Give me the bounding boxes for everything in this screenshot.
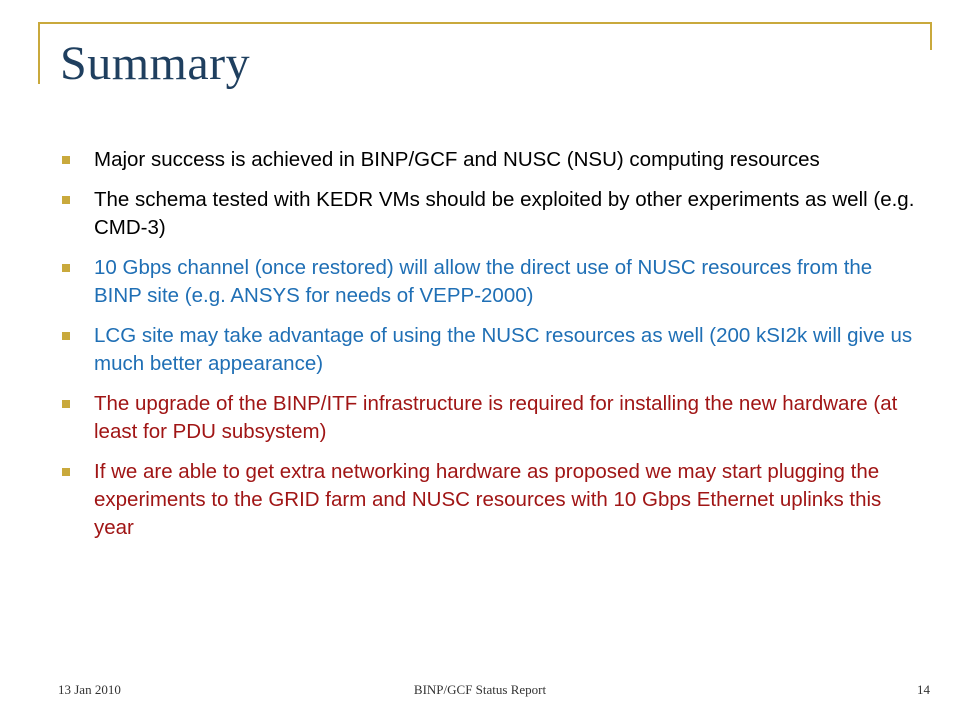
bullet-text: If we are able to get extra networking hardware as proposed we may start plugging the experiments to the GRID farm and NUSC resources with 10 Gbps Ethernet uplinks this year (94, 460, 882, 539)
bullet-text: Major success is achieved in BINP/GCF and NUSC (NSU) computing resources (94, 148, 820, 171)
bullet-item (60, 186, 920, 242)
bullet-item (60, 146, 920, 174)
bullet-text: The schema tested with KEDR VMs should be exploited by other experiments as well (e.g. CMD-3) (94, 188, 915, 239)
square-bullet-icon (62, 264, 70, 272)
bullet-item (60, 322, 920, 378)
slide-title: Summary (60, 37, 251, 90)
footer-title: BINP/GCF Status Report (413, 682, 547, 697)
bullet-text: 10 Gbps channel (once restored) will allow the direct use of NUSC resources from the BINP site (e.g. ANSYS for needs of VEPP-2000) (94, 256, 873, 307)
square-bullet-icon (62, 400, 70, 408)
bullet-text: LCG site may take advantage of using the NUSC resources as well (200 kSI2k will give us much better appearance) (94, 324, 913, 375)
frame-top-rule (40, 22, 932, 24)
frame-right-rule (930, 22, 932, 50)
page-number: 14 (917, 682, 930, 697)
bullet-item (60, 458, 920, 542)
frame-left-rule (38, 22, 40, 84)
square-bullet-icon (62, 468, 70, 476)
bullet-item (60, 390, 920, 446)
bullet-item (60, 254, 920, 310)
square-bullet-icon (62, 196, 70, 204)
square-bullet-icon (62, 332, 70, 340)
square-bullet-icon (62, 156, 70, 164)
bullet-text: The upgrade of the BINP/ITF infrastructure is required for installing the new hardware (at least for PDU subsystem) (94, 392, 898, 443)
bullet-list (60, 146, 920, 554)
footer-date: 13 Jan 2010 (58, 682, 121, 697)
